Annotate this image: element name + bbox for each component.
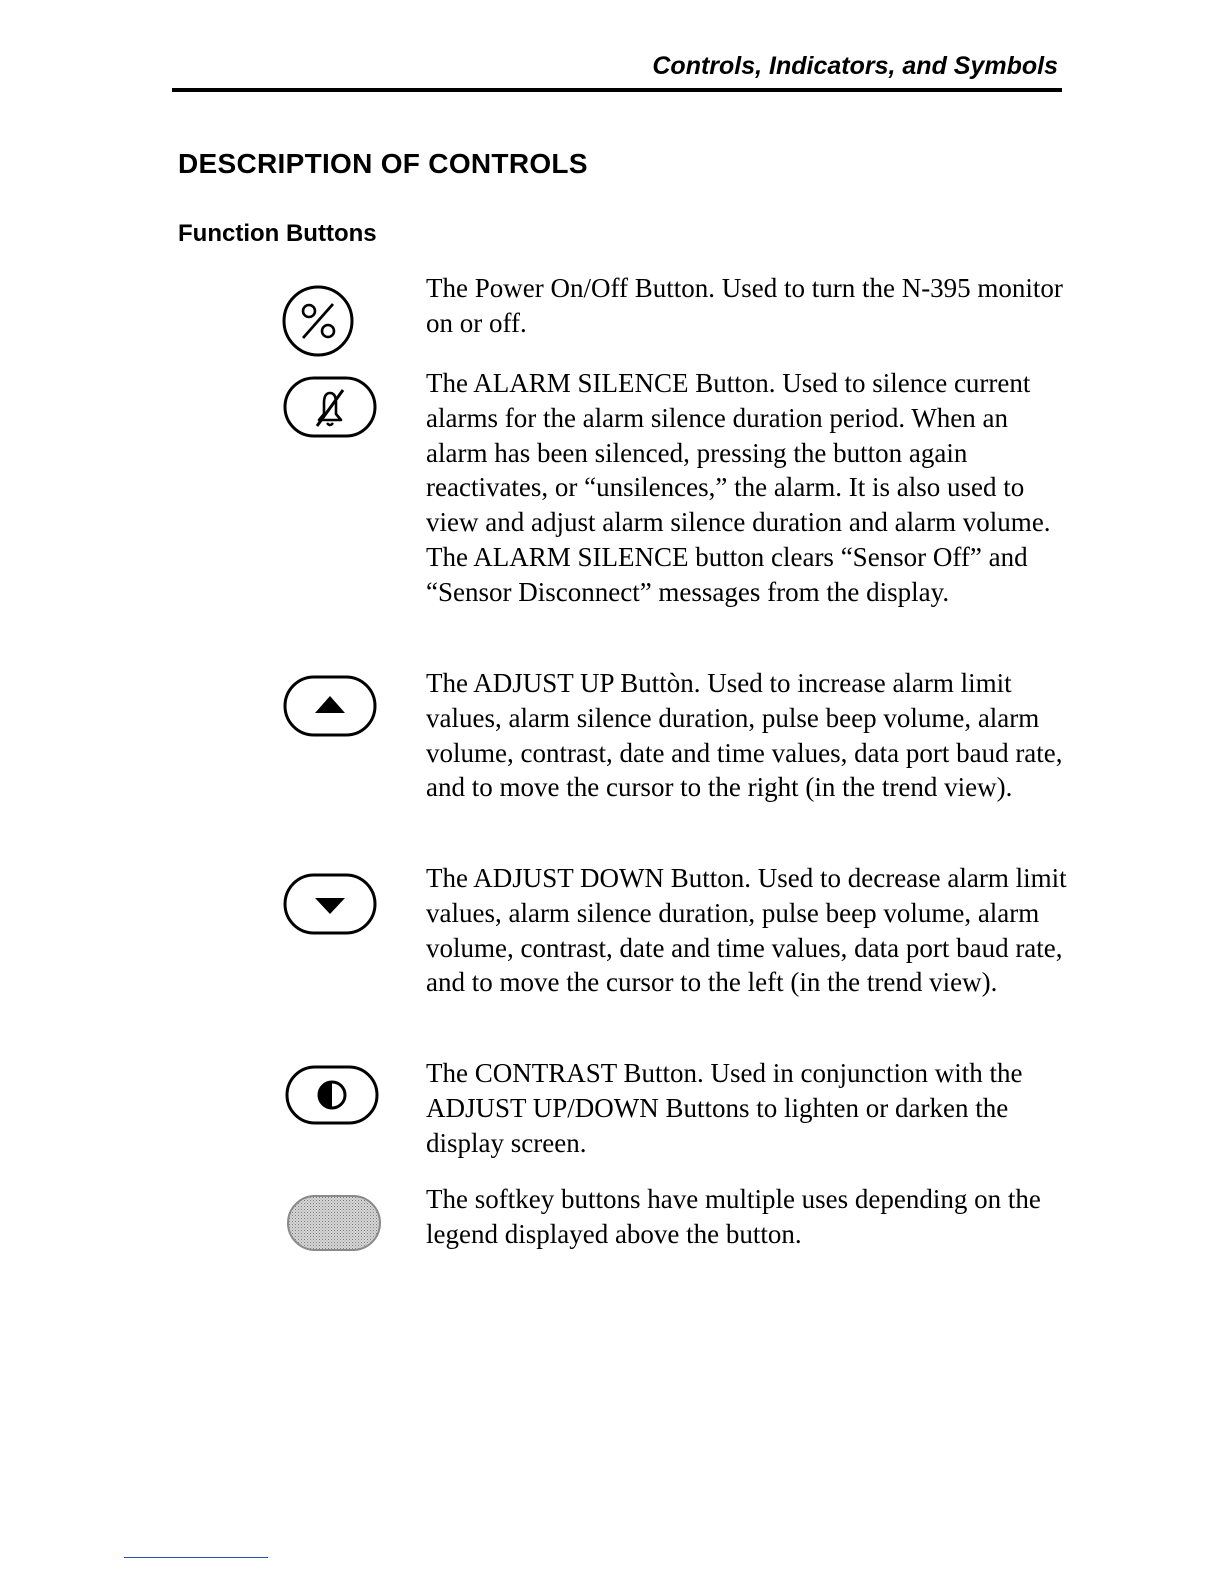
power-button-description: The Power On/Off Button. Used to turn the N-395 monitor on or off.	[426, 273, 1063, 338]
adjust-down-description: The ADJUST DOWN Button. Used to decrease alarm limit values, alarm silence duration, pulse beep volume, alarm volume, contrast, date and time values, data port baud rate, and to move the cursor to the left (in the trend view).	[426, 863, 1067, 998]
adjust-down-icon	[283, 873, 377, 935]
section-title: DESCRIPTION OF CONTROLS	[178, 148, 588, 179]
header-rule	[172, 88, 1062, 92]
alarm-silence-icon	[283, 376, 377, 438]
alarm-silence-description: The ALARM SILENCE Button. Used to silence current alarms for the alarm silence duration period. When an alarm has been silenced, pressing the button again reactivates, or “unsilences,” the alarm. It is also used to view and adjust alarm silence duration and alarm volume. The ALARM SILENCE button clears “Sensor Off” and “Sensor Disconnect” messages from the display.	[426, 368, 1051, 607]
softkey-description: The softkey buttons have multiple uses depending on the legend displayed above the button.	[426, 1184, 1041, 1249]
softkey-icon	[286, 1194, 382, 1252]
running-header: Controls, Indicators, and Symbols	[652, 52, 1058, 80]
adjust-up-icon	[283, 675, 377, 737]
subsection-title: Function Buttons	[178, 220, 377, 247]
contrast-description: The CONTRAST Button. Used in conjunction with the ADJUST UP/DOWN Buttons to lighten or darken the display screen.	[426, 1058, 1023, 1158]
adjust-up-description: The ADJUST UP Buttòn. Used to increase alarm limit values, alarm silence duration, pulse beep volume, alarm volume, contrast, date and time values, data port baud rate, and to move the cursor to the right (in the trend view).	[426, 668, 1063, 803]
footer-rule	[124, 1557, 268, 1558]
contrast-icon	[285, 1065, 379, 1125]
power-on-off-icon	[280, 283, 356, 359]
